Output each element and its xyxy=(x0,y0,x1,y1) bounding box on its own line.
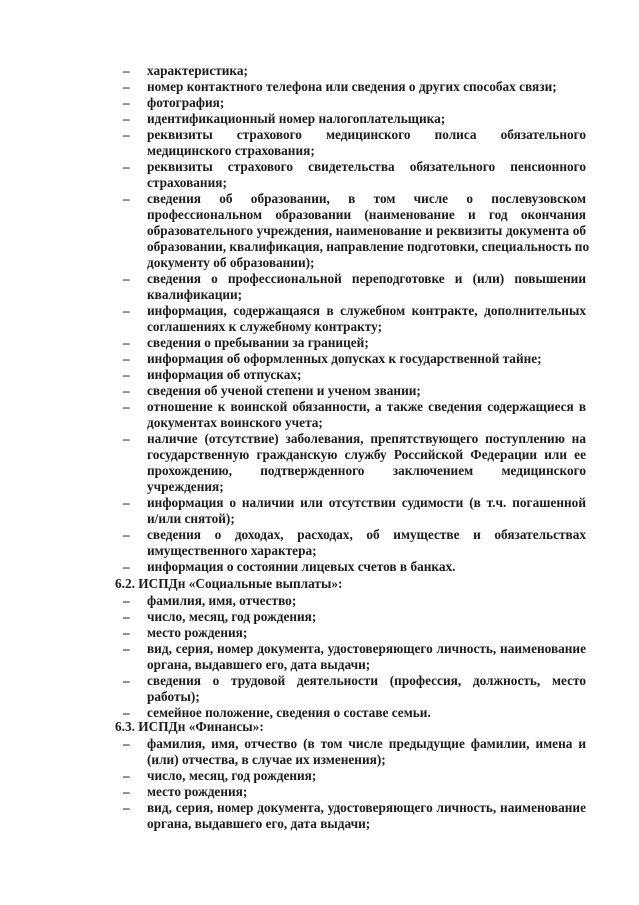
bullet-dash: – xyxy=(123,431,130,446)
list-item: отношение к воинской обязанности, а также сведения содержащиеся в – xyxy=(123,399,586,414)
list-item: сведения о пребывании за границей; – xyxy=(123,335,369,350)
bullet-dash: – xyxy=(123,673,130,688)
bullet-dash: – xyxy=(123,527,130,542)
list-item: семейное положение, сведения о составе семьи. – xyxy=(123,705,431,720)
list-item: вид, серия, номер документа, удостоверяющего личность, наименование – xyxy=(123,800,586,815)
bullet-dash: – xyxy=(123,625,130,640)
list-item: информация о наличии или отсутствии судимости (в т.ч. погашенной – xyxy=(123,495,586,510)
bullet-dash: – xyxy=(123,271,130,286)
section-finance-title: 6.3. ИСПДн «Финансы»: xyxy=(115,719,264,734)
bullet-dash: – xyxy=(123,159,130,174)
list-item-continuation: органа, выдавшего его, дата выдачи; xyxy=(147,657,371,672)
list-item-continuation: работы); xyxy=(147,689,200,704)
bullet-dash: – xyxy=(123,63,130,78)
list-item: сведения о трудовой деятельности (профессия, должность, место – xyxy=(123,673,586,688)
list-item-continuation: страхования; xyxy=(147,175,227,190)
list-item: информация о состоянии лицевых счетов в банках. – xyxy=(123,559,456,574)
list-item: место рождения; – xyxy=(123,784,248,799)
list-item: место рождения; – xyxy=(123,625,248,640)
list-item-continuation: образовательного учреждения, наименование и реквизиты документа об xyxy=(147,223,586,238)
bullet-dash: – xyxy=(123,593,130,608)
list-item: наличие (отсутствие) заболевания, препятствующего поступлению на – xyxy=(123,431,586,446)
list-item-continuation: и/или снятой); xyxy=(147,511,235,526)
list-item: сведения о доходах, расходах, об имуществе и обязательствах – xyxy=(123,527,586,542)
list-item: информация, содержащаяся в служебном контракте, дополнительных – xyxy=(123,303,586,318)
section-social-payments-title: 6.2. ИСПДн «Социальные выплаты»: xyxy=(115,576,343,591)
bullet-dash: – xyxy=(123,495,130,510)
list-item: фамилия, имя, отчество; – xyxy=(123,593,297,608)
list-item: число, месяц, год рождения; – xyxy=(123,768,317,783)
bullet-dash: – xyxy=(123,303,130,318)
bullet-dash: – xyxy=(123,399,130,414)
list-item: сведения об образовании, в том числе о послевузовском – xyxy=(123,191,586,206)
list-item: номер контактного телефона или сведения о других способах связи; – xyxy=(123,79,557,94)
list-item-continuation: квалификации; xyxy=(147,287,243,302)
list-item-continuation: прохождению, подтвержденного заключением медицинского xyxy=(147,463,586,478)
list-item: характеристика; – xyxy=(123,63,248,78)
list-item: идентификационный номер налогоплательщика; – xyxy=(123,111,446,126)
list-item-continuation: образовании, квалификация, направление подготовки, специальность по xyxy=(147,239,590,254)
list-item: информация об отпусках; – xyxy=(123,367,302,382)
bullet-dash: – xyxy=(123,335,130,350)
bullet-dash: – xyxy=(123,367,130,382)
list-item: реквизиты страхового свидетельства обязательного пенсионного – xyxy=(123,159,586,174)
bullet-dash: – xyxy=(123,609,130,624)
list-item-continuation: профессиональном образовании (наименование и год окончания xyxy=(147,207,586,222)
bullet-dash: – xyxy=(123,79,130,94)
bullet-dash: – xyxy=(123,800,130,815)
list-item: реквизиты страхового медицинского полиса обязательного – xyxy=(123,127,586,142)
bullet-dash: – xyxy=(123,383,130,398)
bullet-dash: – xyxy=(123,705,130,720)
list-item: число, месяц, год рождения; – xyxy=(123,609,317,624)
list-item-continuation: имущественного характера; xyxy=(147,543,317,558)
list-item-continuation: органа, выдавшего его, дата выдачи; xyxy=(147,816,371,831)
list-item-continuation: учреждения; xyxy=(147,479,224,494)
list-item-continuation: документах воинского учета; xyxy=(147,415,323,430)
bullet-dash: – xyxy=(123,736,130,751)
list-item: фамилия, имя, отчество (в том числе предыдущие фамилии, имена и – xyxy=(123,736,586,751)
bullet-dash: – xyxy=(123,111,130,126)
list-item-continuation: (или) отчества, в случае их изменения); xyxy=(147,752,386,767)
list-item: сведения о профессиональной переподготовке и (или) повышении – xyxy=(123,271,586,286)
list-item-continuation: соглашениях к служебному контракту; xyxy=(147,319,383,334)
list-item: вид, серия, номер документа, удостоверяющего личность, наименование – xyxy=(123,641,586,656)
list-item-continuation: документу об образовании); xyxy=(147,255,315,270)
bullet-dash: – xyxy=(123,784,130,799)
bullet-dash: – xyxy=(123,768,130,783)
list-item: фотография; – xyxy=(123,95,225,110)
bullet-dash: – xyxy=(123,559,130,574)
list-item: информация об оформленных допусках к государственной тайне; – xyxy=(123,351,542,366)
bullet-dash: – xyxy=(123,351,130,366)
bullet-dash: – xyxy=(123,641,130,656)
list-item-continuation: медицинского страхования; xyxy=(147,143,315,158)
bullet-dash: – xyxy=(123,127,130,142)
bullet-dash: – xyxy=(123,191,130,206)
list-item: сведения об ученой степени и ученом звании; – xyxy=(123,383,421,398)
bullet-dash: – xyxy=(123,95,130,110)
list-item-continuation: государственную гражданскую службу Российской Федерации или ее xyxy=(147,447,586,462)
